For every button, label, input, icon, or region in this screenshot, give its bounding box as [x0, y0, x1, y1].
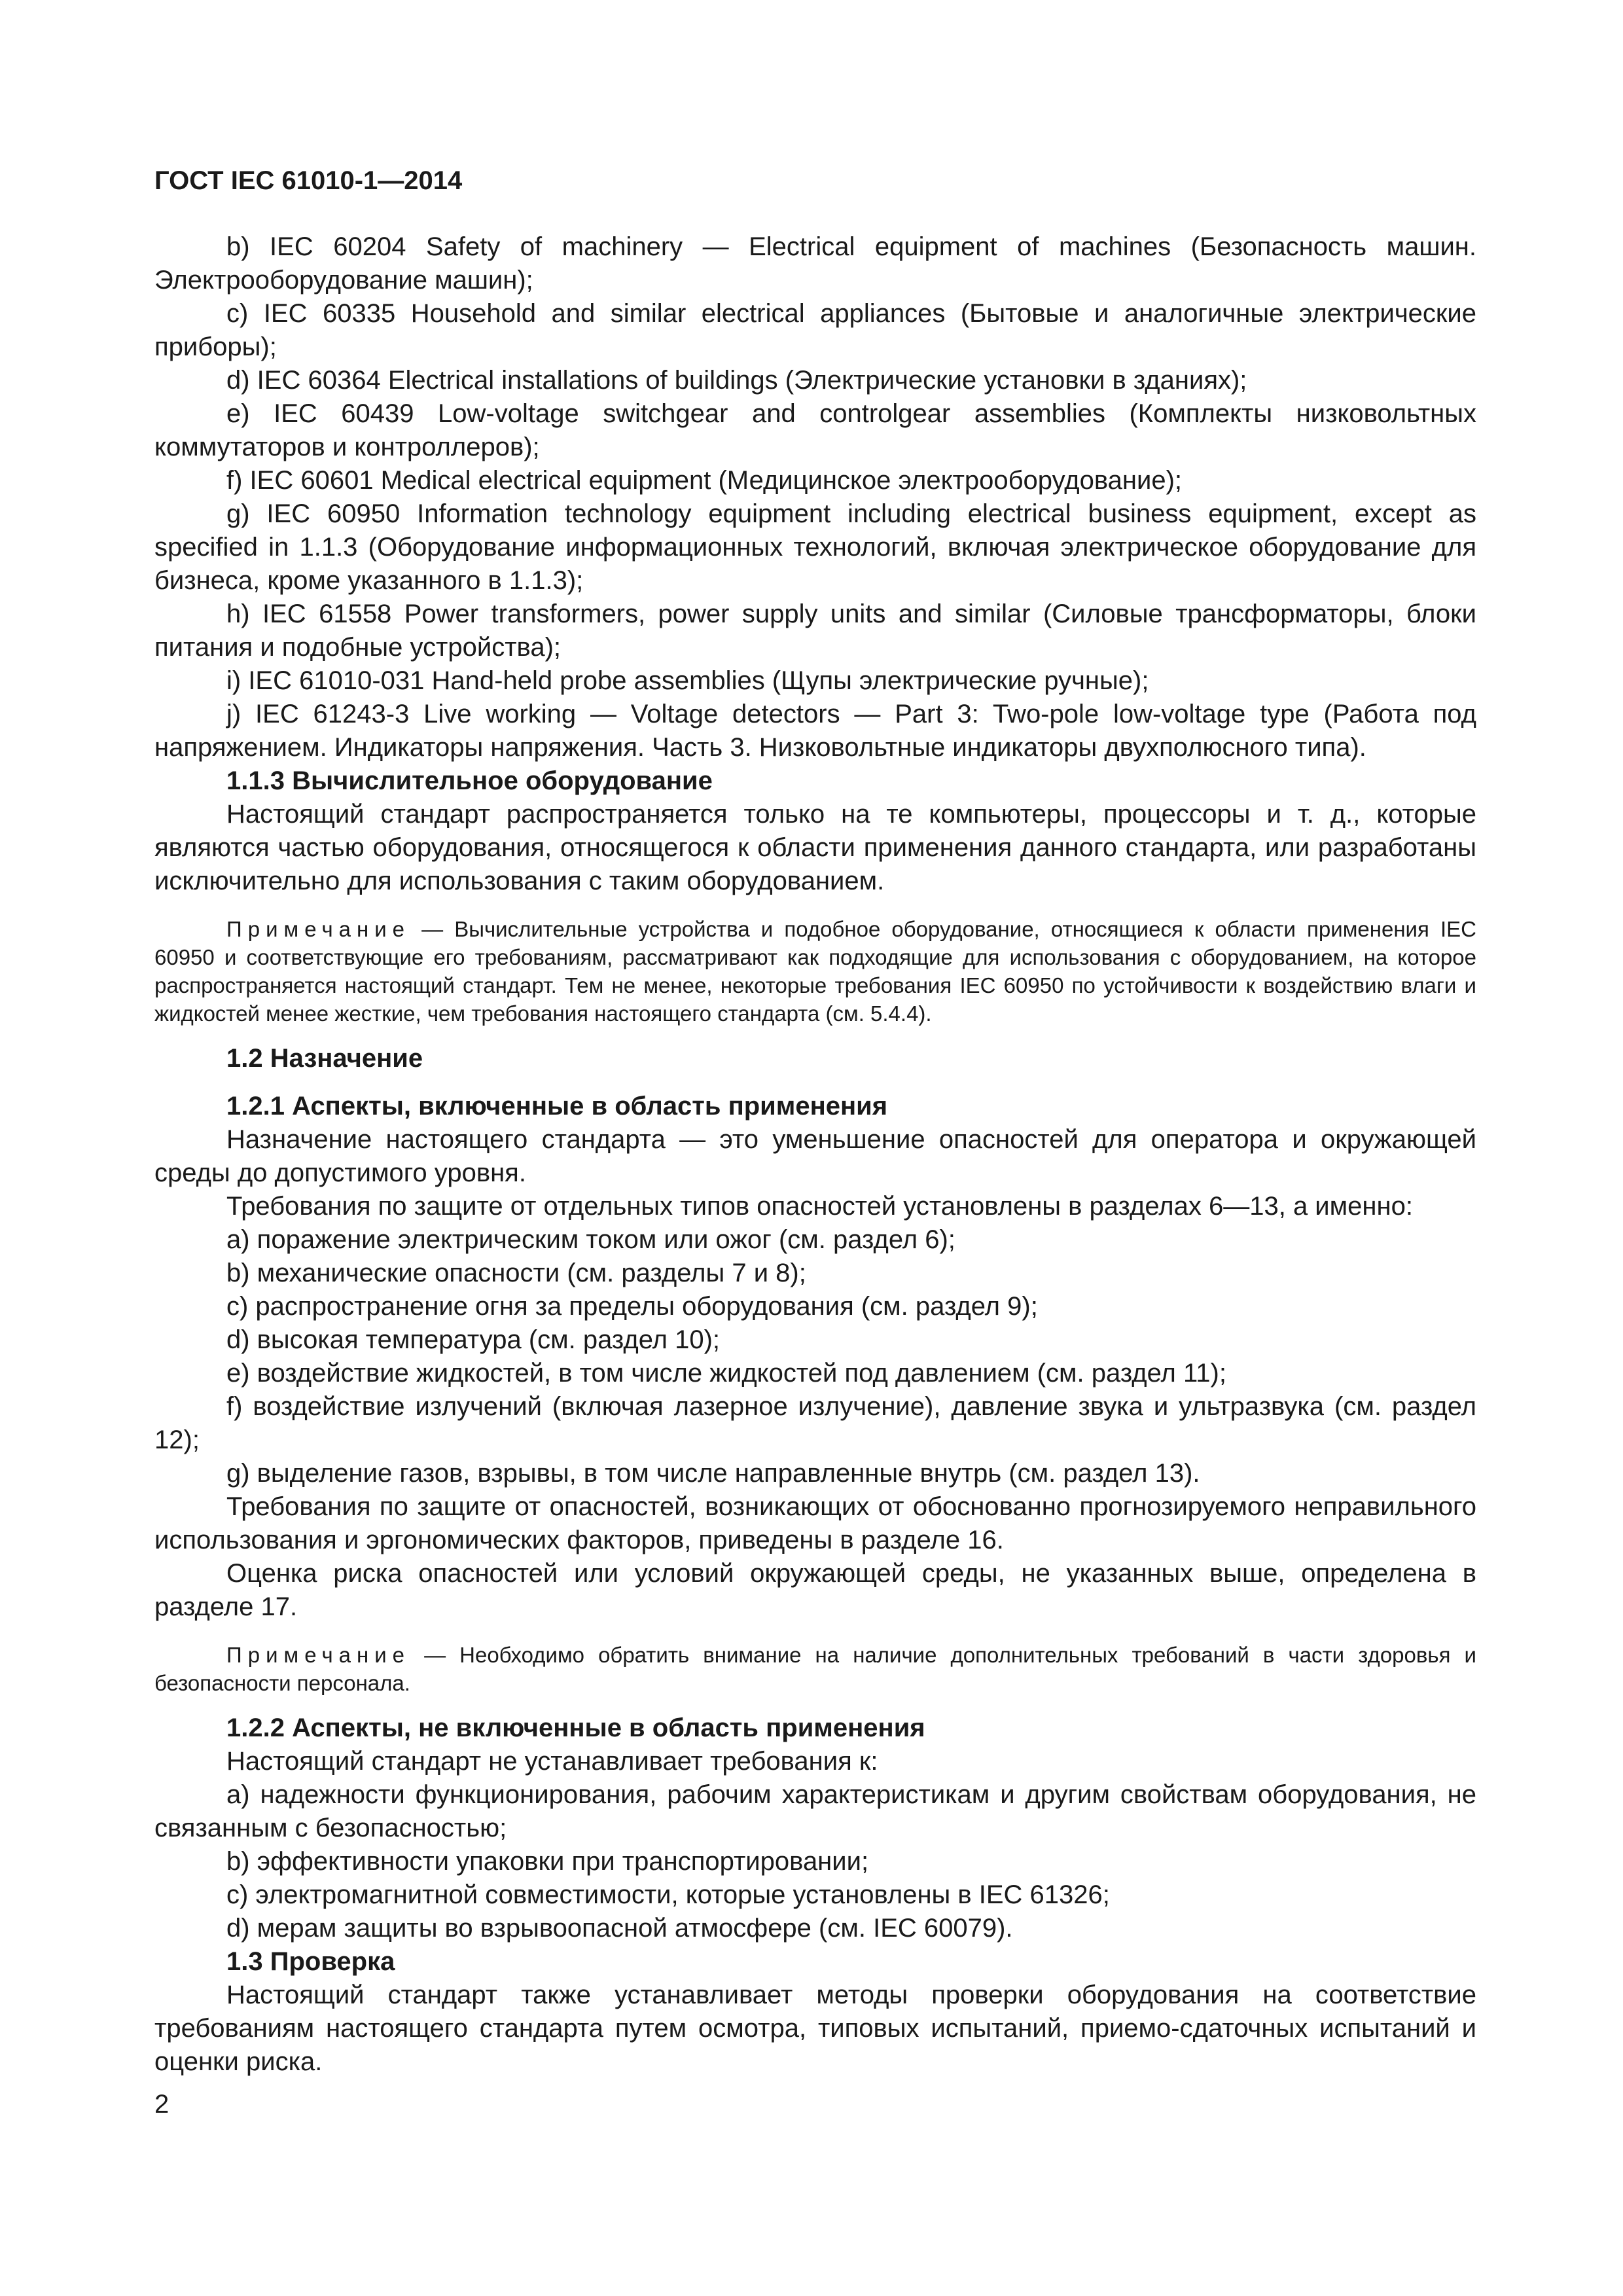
note-paragraph	[154, 1641, 1476, 1697]
paragraph: d) IEC 60364 Electrical installations of buildings (Электрические установки в зданиях);	[226, 366, 1247, 395]
section-heading: 1.2.1 Аспекты, включенные в область применения	[226, 1092, 888, 1121]
paragraph: Настоящий стандарт распространяется только на те компьютеры, процессоры и т. д., которые являются частью оборудования, относящегося к области применения данного стандарта, или разработаны исключительно для использования с таким оборудованием.	[154, 800, 1476, 895]
paragraph: e) воздействие жидкостей, в том числе жидкостей под давлением (см. раздел 11);	[226, 1359, 1226, 1388]
paragraph: b) механические опасности (см. разделы 7 и 8);	[226, 1259, 806, 1287]
document-page	[154, 164, 1476, 2079]
page-number: 2	[154, 2090, 169, 2119]
note-text: — Вычислительные устройства и подобное оборудование, относящиеся к области применения IEC 60950 и соответствующие его требованиям, рассматривают как подходящие для использования с оборудованием, на которое распространяется настоящий стандарт. Тем не менее, некоторые требования IEC 60950 по устойчивости к воздействию влаги и жидкостей менее жесткие, чем требования настоящего стандарта (см. 5.4.4).	[154, 917, 1476, 1026]
paragraph: Настоящий стандарт не устанавливает требования к:	[226, 1747, 878, 1776]
paragraph: f) IEC 60601 Medical electrical equipment (Медицинское электрооборудование);	[226, 466, 1183, 495]
paragraph: e) IEC 60439 Low-voltage switchgear and controlgear assemblies (Комплекты низковольтных коммутаторов и контроллеров);	[154, 399, 1476, 461]
document-body	[154, 230, 1476, 2079]
section-heading: 1.2.2 Аспекты, не включенные в область применения	[226, 1713, 925, 1742]
note-text: — Необходимо обратить внимание на наличие дополнительных требований в части здоровья и безопасности персонала.	[154, 1643, 1476, 1695]
paragraph: i) IEC 61010-031 Hand-held probe assemblies (Щупы электрические ручные);	[226, 666, 1149, 695]
note-paragraph	[154, 915, 1476, 1028]
note-label: Примечание	[226, 1643, 411, 1667]
paragraph: Требования по защите от опасностей, возникающих от обоснованно прогнозируемого неправильного использования и эргономических факторов, приведены в разделе 16.	[154, 1492, 1476, 1554]
paragraph: c) электромагнитной совместимости, которые установлены в IEC 61326;	[226, 1880, 1110, 1909]
paragraph: c) распространение огня за пределы оборудования (см. раздел 9);	[226, 1292, 1038, 1321]
paragraph: Настоящий стандарт также устанавливает методы проверки оборудования на соответствие требованиям настоящего стандарта путем осмотра, типовых испытаний, приемо-сдаточных испытаний и оценки риска.	[154, 1981, 1476, 2076]
paragraph: Назначение настоящего стандарта — это уменьшение опасностей для оператора и окружающей среды до допустимого уровня.	[154, 1125, 1476, 1187]
section-heading: 1.1.3 Вычислительное оборудование	[226, 766, 713, 795]
paragraph: g) выделение газов, взрывы, в том числе направленные внутрь (см. раздел 13).	[226, 1459, 1200, 1488]
section-heading: 1.2 Назначение	[226, 1044, 423, 1073]
document-header: ГОСТ IEC 61010-1—2014	[154, 166, 463, 195]
paragraph: a) надежности функционирования, рабочим характеристикам и другим свойствам оборудования, не связанным с безопасностью;	[154, 1780, 1476, 1842]
section-heading: 1.3 Проверка	[226, 1947, 395, 1976]
note-label: Примечание	[226, 917, 411, 941]
paragraph: a) поражение электрическим током или ожог (см. раздел 6);	[226, 1225, 955, 1254]
paragraph: d) высокая температура (см. раздел 10);	[226, 1325, 721, 1354]
paragraph: d) мерам защиты во взрывоопасной атмосфере (см. IEC 60079).	[226, 1914, 1013, 1943]
paragraph: Требования по защите от отдельных типов опасностей установлены в разделах 6—13, а именно:	[226, 1192, 1413, 1221]
paragraph: j) IEC 61243-3 Live working — Voltage detectors — Part 3: Two-pole low-voltage type (Работа под напряжением. Индикаторы напряжения. Часть 3. Низковольтные индикаторы двухполюсного типа).	[154, 700, 1476, 762]
paragraph: h) IEC 61558 Power transformers, power supply units and similar (Силовые трансформаторы, блоки питания и подобные устройства);	[154, 600, 1476, 662]
paragraph: b) IEC 60204 Safety of machinery — Electrical equipment of machines (Безопасность машин. Электрооборудование машин);	[154, 232, 1476, 295]
paragraph: c) IEC 60335 Household and similar electrical appliances (Бытовые и аналогичные электрические приборы);	[154, 299, 1476, 361]
paragraph: g) IEC 60950 Information technology equipment including electrical business equipment, except as specified in 1.1.3 (Оборудование информационных технологий, включая электрическое оборудование для бизнеса, кроме указанного в 1.1.3);	[154, 499, 1476, 595]
paragraph: Оценка риска опасностей или условий окружающей среды, не указанных выше, определена в разделе 17.	[154, 1559, 1476, 1621]
paragraph: b) эффективности упаковки при транспортировании;	[226, 1847, 869, 1876]
paragraph: f) воздействие излучений (включая лазерное излучение), давление звука и ультразвука (см. раздел 12);	[154, 1392, 1476, 1454]
